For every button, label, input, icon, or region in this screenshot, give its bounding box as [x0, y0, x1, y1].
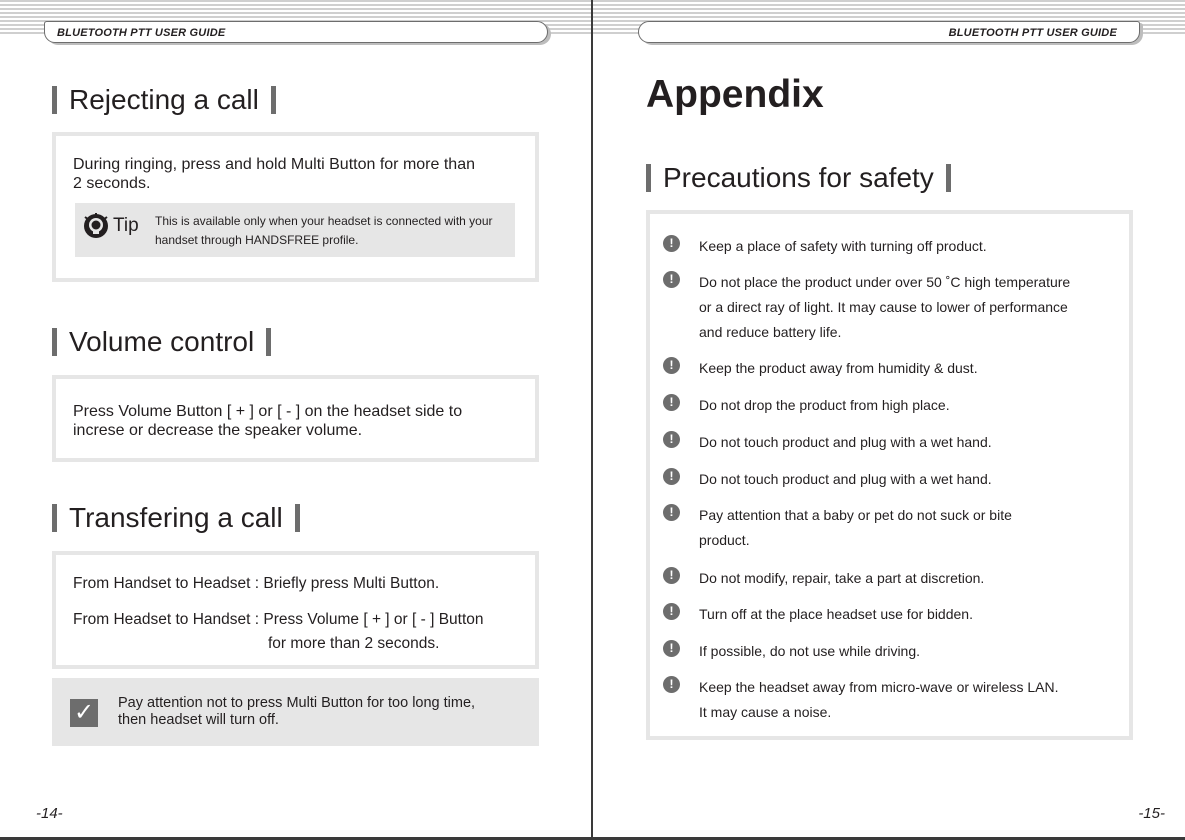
title-bar: [52, 504, 57, 532]
transfer-sep: :: [250, 611, 264, 628]
title-bar: [52, 86, 57, 114]
exclamation-icon: !: [663, 394, 680, 411]
transfer-label: From Headset to Handset: [73, 611, 251, 628]
precaution-text: Pay attention that a baby or pet do not suck or bite product.: [699, 507, 1012, 548]
title-bar: [646, 164, 651, 192]
section-title-text: Volume control: [69, 326, 255, 357]
precaution-text: Do not place the product under over 50 ˚C high temperature or a direct ray of light. It may cause to lower of performance and reduce battery life.: [699, 274, 1071, 340]
title-bar: [295, 504, 300, 532]
exclamation-icon: !: [663, 567, 680, 584]
running-header: BLUETOOTH PTT USER GUIDE: [44, 21, 548, 43]
page-number: -15-: [1138, 805, 1165, 822]
tip-box: [75, 203, 515, 257]
exclamation-icon: !: [663, 235, 680, 252]
title-bar: [946, 164, 951, 192]
precautions-box: [646, 210, 1133, 740]
transfer-row: [73, 575, 439, 593]
section-title-transfer: [52, 502, 300, 534]
volume-box: [52, 375, 539, 462]
transfer-row: [73, 611, 484, 629]
page-number: -14-: [36, 805, 63, 822]
note-text: Pay attention not to press Multi Button for too long time, then headset will turn off.: [118, 695, 476, 728]
precaution-text: Do not touch product and plug with a wet hand.: [699, 434, 992, 450]
transfer-text: Press Volume [ + ] or [ - ] Button: [263, 611, 484, 628]
section-title-text: Precautions for safety: [663, 162, 934, 193]
transfer-sep: :: [250, 575, 264, 592]
transfer-text: Briefly press Multi Button.: [263, 575, 440, 592]
title-bar: [266, 328, 271, 356]
precaution-text: Do not drop the product from high place.: [699, 397, 950, 413]
exclamation-icon: !: [663, 504, 680, 521]
precaution-text: If possible, do not use while driving.: [699, 643, 921, 659]
exclamation-icon: !: [663, 676, 680, 693]
rejecting-box: [52, 132, 539, 282]
lightbulb-icon: [83, 213, 109, 239]
section-title-volume: [52, 326, 271, 358]
section-title-rejecting: [52, 84, 276, 116]
exclamation-icon: !: [663, 468, 680, 485]
section-title-text: Transfering a call: [69, 502, 283, 533]
precaution-text: Do not touch product and plug with a wet hand.: [699, 471, 992, 487]
precaution-text: Keep the product away from humidity & dust.: [699, 360, 978, 376]
exclamation-icon: !: [663, 431, 680, 448]
precaution-text: Keep the headset away from micro-wave or wireless LAN. It may cause a noise.: [699, 679, 1059, 720]
section-title-text: Rejecting a call: [69, 84, 259, 115]
title-bar: [52, 328, 57, 356]
tip-text: This is available only when your headset is connected with your handset through HANDSFREE profile.: [155, 214, 493, 247]
check-icon: ✓: [70, 699, 98, 727]
section-title-precautions: [646, 162, 951, 194]
rejecting-text: During ringing, press and hold Multi Button for more than 2 seconds.: [73, 156, 475, 192]
transfer-box: [52, 551, 539, 669]
appendix-title: Appendix: [646, 73, 824, 116]
precaution-text: Do not modify, repair, take a part at discretion.: [699, 570, 985, 586]
precaution-text: Turn off at the place headset use for bidden.: [699, 606, 973, 622]
precaution-text: Keep a place of safety with turning off product.: [699, 238, 987, 254]
right-page: [593, 0, 1185, 840]
title-bar: [271, 86, 276, 114]
tip-label: Tip: [113, 215, 139, 236]
exclamation-icon: !: [663, 640, 680, 657]
exclamation-icon: !: [663, 357, 680, 374]
transfer-row-continued: for more than 2 seconds.: [268, 635, 440, 652]
exclamation-icon: !: [663, 271, 680, 288]
transfer-label: From Handset to Headset: [73, 575, 251, 592]
exclamation-icon: !: [663, 603, 680, 620]
running-header: BLUETOOTH PTT USER GUIDE: [638, 21, 1140, 43]
volume-text: Press Volume Button [ + ] or [ - ] on the headset side to increse or decrease the speaker volume.: [73, 403, 463, 439]
note-box: [52, 678, 539, 746]
